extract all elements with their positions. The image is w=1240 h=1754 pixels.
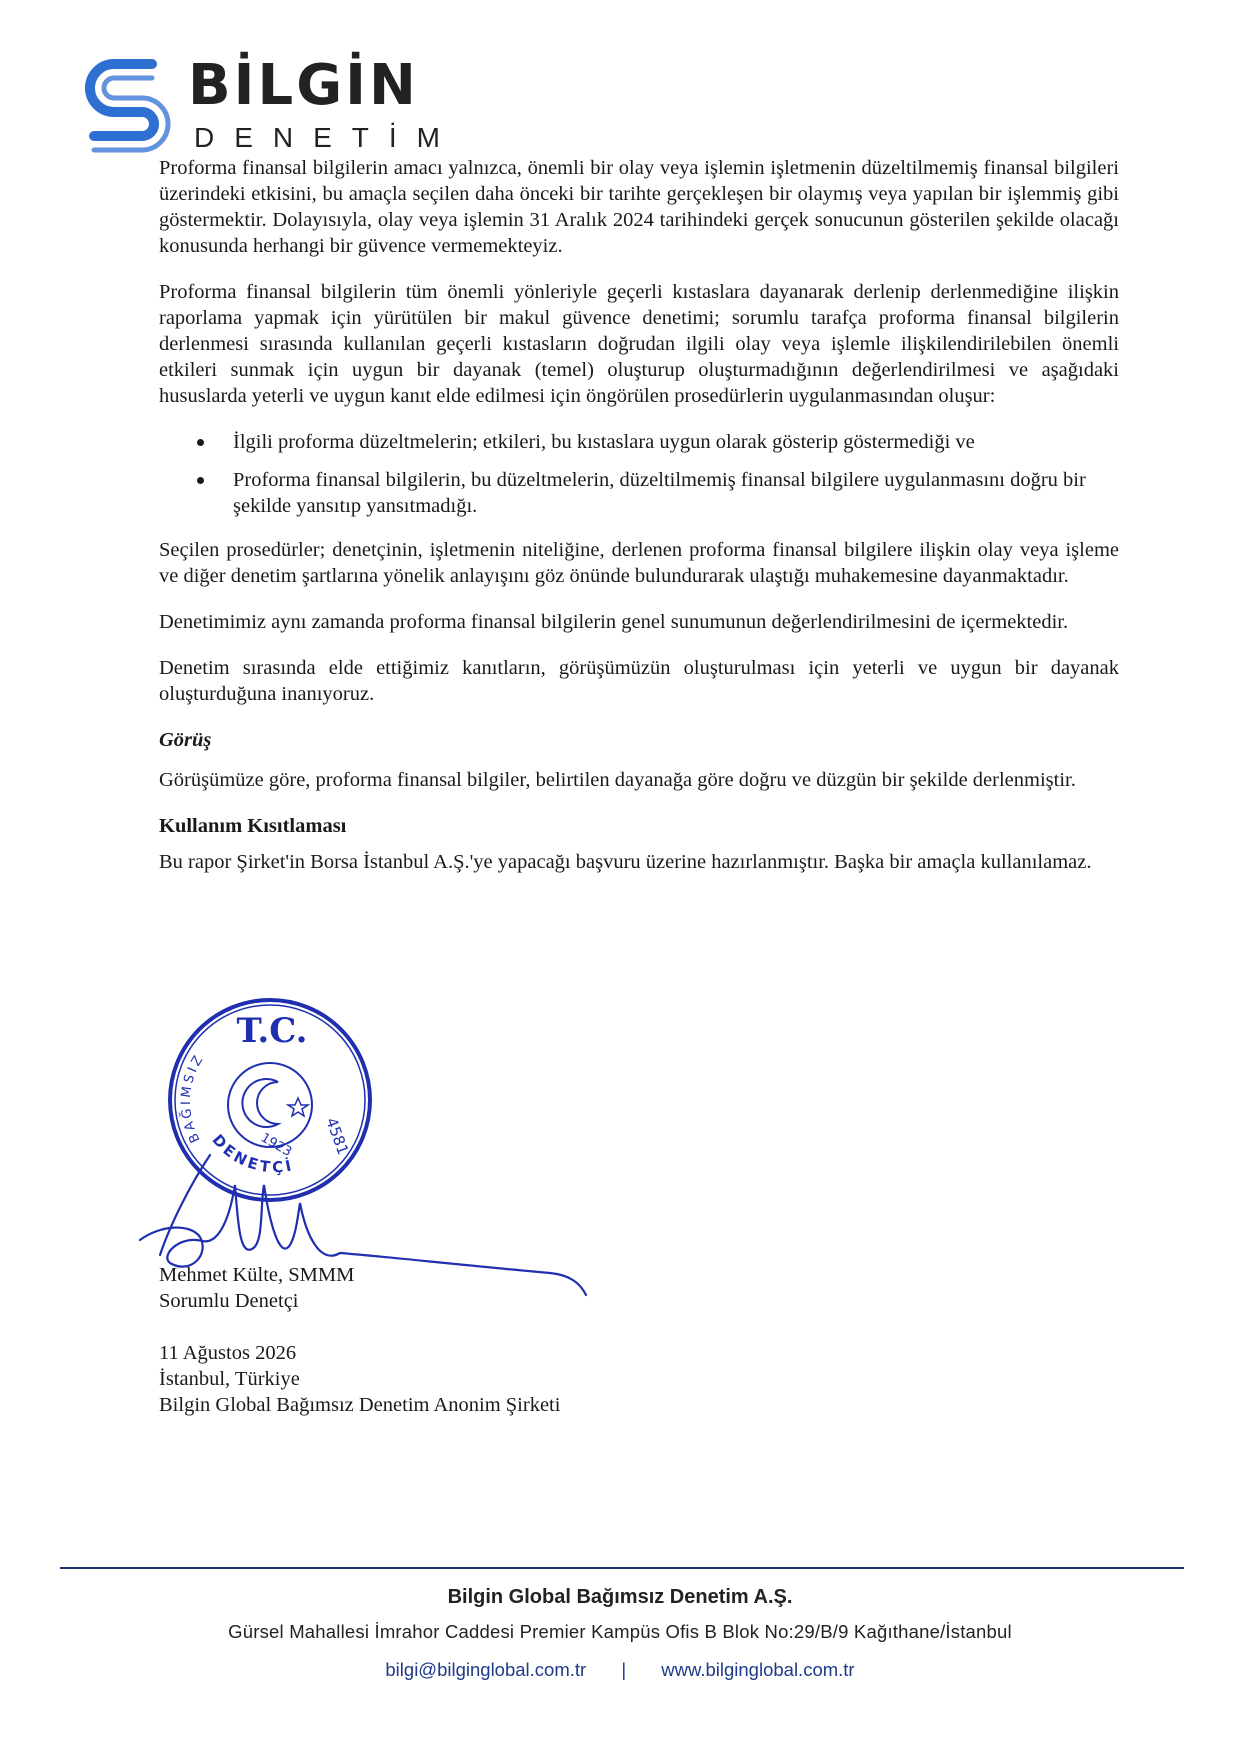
- opinion-text: Görüşümüze göre, proforma finansal bilgiler, belirtilen dayanağa göre doğru ve düzgün bir şekilde derlenmiştir.: [159, 769, 1076, 791]
- bilgin-logo-icon: [80, 56, 180, 156]
- opinion-heading: Görüş: [159, 729, 212, 751]
- seal-year: 1923: [258, 1130, 295, 1161]
- bullet-icon: [197, 477, 204, 484]
- list-item: [159, 429, 1119, 455]
- footer-address: Gürsel Mahallesi İmrahor Caddesi Premier Kampüs Ofis B Blok No:29/B/9 Kağıthane/İstanbul: [228, 1621, 1012, 1642]
- list-item: [159, 467, 1119, 519]
- audit-firm-name: Bilgin Global Bağımsız Denetim Anonim Şirketi: [159, 1394, 561, 1416]
- footer-company: Bilgin Global Bağımsız Denetim A.Ş.: [447, 1586, 793, 1608]
- logo-subtitle: DENETİM: [194, 122, 460, 153]
- seal-bottom-text: DENETÇİ: [208, 1130, 296, 1177]
- footer-separator: |: [621, 1659, 627, 1680]
- seal-top-text: T.C.: [236, 1011, 308, 1051]
- date-place-block: [159, 1340, 560, 1418]
- signatory-name: Mehmet Külte, SMMM: [159, 1264, 355, 1286]
- footer-contact: [0, 1659, 1240, 1681]
- paragraph: Seçilen prosedürler; denetçinin, işletmenin niteliğine, derlenen proforma finansal bilgilere ilişkin olay veya işleme ve diğer denetim şartlarına yönelik anlayışını göz önünde bulundurarak ulaştığı muhakemesine dayanmaktadır.: [159, 539, 1119, 587]
- procedure-list: [159, 429, 1119, 519]
- paragraph: Denetimimiz aynı zamanda proforma finansal bilgilerin genel sunumunun değerlendirilmesini de içermektedir.: [159, 611, 1069, 633]
- company-logo: [80, 53, 520, 156]
- report-body: [159, 155, 1119, 895]
- signatory-block: [159, 1262, 354, 1314]
- page-footer: [0, 1586, 1240, 1681]
- report-place: İstanbul, Türkiye: [159, 1368, 300, 1390]
- report-date: 11 Ağustos 2026: [159, 1342, 297, 1364]
- logo-wordmark: BİLGİN: [188, 53, 419, 118]
- bullet-icon: [197, 439, 204, 446]
- footer-email-link[interactable]: bilgi@bilginglobal.com.tr: [385, 1659, 587, 1680]
- paragraph: Proforma finansal bilgilerin amacı yalnızca, önemli bir olay veya işlemin işletmenin düzeltilmemiş finansal bilgileri üzerindeki etkisini, bu amaçla seçilen daha önceki bir tarihte gerçekleşen bir olaymış veya yapılan bir işlemmiş gibi göstermektir. Dolayısıyla, olay veya işlemin 31 Aralık 2024 tarihindeki gerçek sonucunun gösterilen şekilde olacağı konusunda herhangi bir güvence vermemekteyiz.: [159, 157, 1119, 257]
- footer-website-link[interactable]: www.bilginglobal.com.tr: [661, 1659, 855, 1680]
- seal-number: 4581: [322, 1115, 353, 1158]
- list-item-text: İlgili proforma düzeltmelerin; etkileri, bu kıstaslara uygun olarak gösterip göstermediği ve: [233, 431, 975, 453]
- paragraph: Proforma finansal bilgilerin tüm önemli yönleriyle geçerli kıstaslara dayanarak derlenip derlenmediğine ilişkin raporlama yapmak için yürütülen bir makul güvence denetimi; sorumlu tarafça proforma finansal bilgilerin derlenmesi sırasında kullanılan geçerli kıstasların doğrudan ilgili olay veya işlemle ilişkilendirilebilen önemli etkileri sunmak için uygun bir dayanak (temel) oluşturup oluşturmadığının değerlendirilmesi ve aşağıdaki hususlarda yeterli ve uygun kanıt elde edilmesi için öngörülen prosedürlerin uygulanmasından oluşur:: [159, 281, 1119, 407]
- restriction-text: Bu rapor Şirket'in Borsa İstanbul A.Ş.'ye yapacağı başvuru üzerine hazırlanmıştır. Başka bir amaçla kullanılamaz.: [159, 851, 1092, 873]
- signatory-title: Sorumlu Denetçi: [159, 1290, 299, 1312]
- list-item-text: Proforma finansal bilgilerin, bu düzeltmelerin, düzeltilmemiş finansal bilgilere uygulanmasını doğru bir şekilde yansıtıp yansıtmadığı.: [233, 469, 1086, 517]
- footer-divider: [60, 1567, 1184, 1569]
- paragraph: Denetim sırasında elde ettiğimiz kanıtların, görüşümüzün oluşturulması için yeterli ve uygun bir dayanak oluşturduğuna inanıyoruz.: [159, 657, 1119, 705]
- restriction-heading: Kullanım Kısıtlaması: [159, 815, 347, 837]
- seal-arc-text: BAĞIMSIZ: [178, 1051, 208, 1145]
